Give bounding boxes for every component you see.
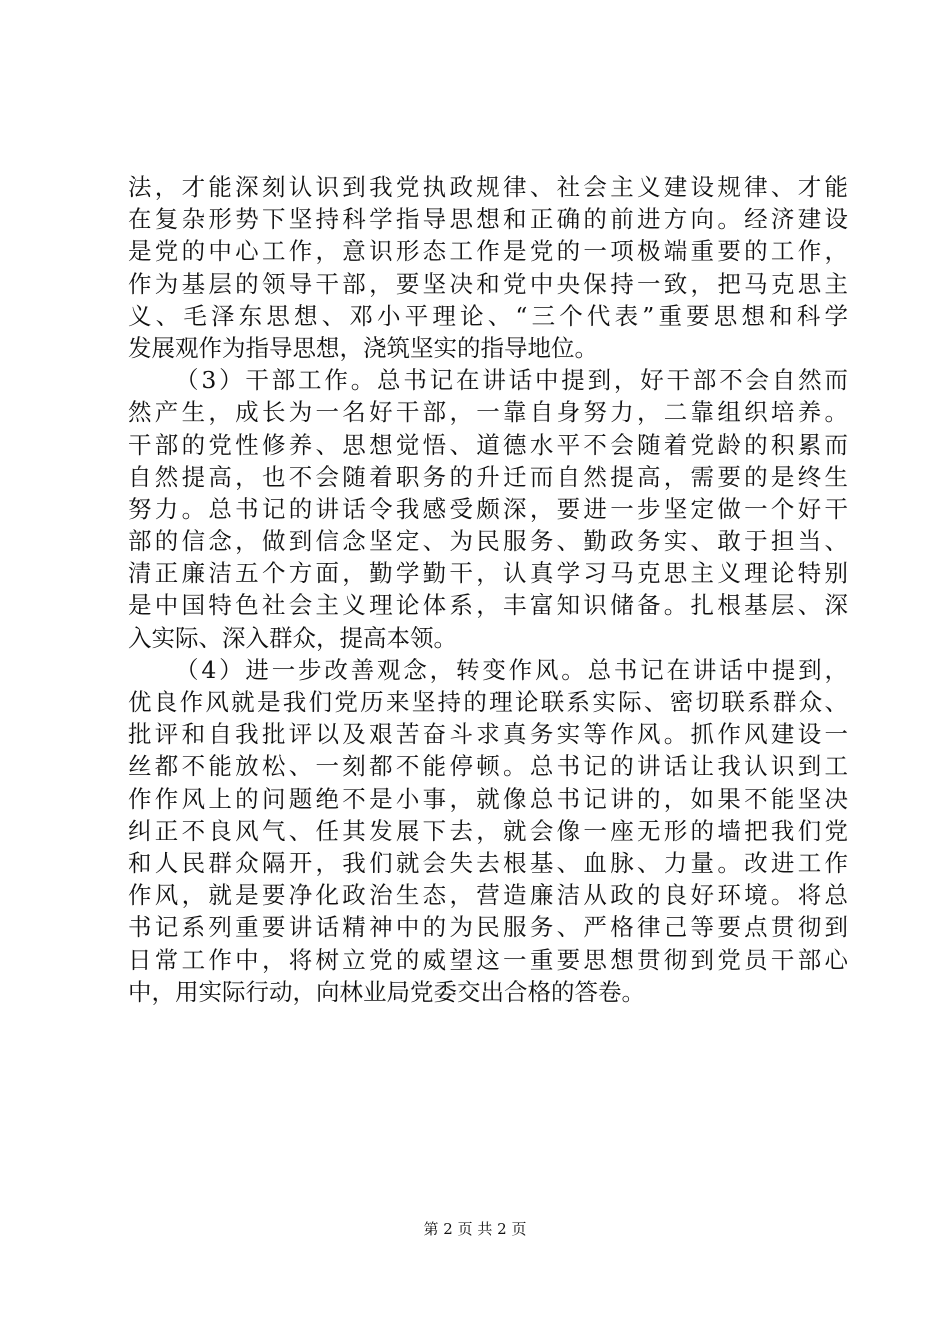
- document-body: [128, 171, 848, 1008]
- text-line: 自然提高，也不会随着职务的升迁而自然提高，需要的是终生: [128, 462, 848, 491]
- text-line: 部的信念，做到信念坚定、为民服务、勤政务实、敢于担当、: [128, 527, 848, 556]
- text-line: 作风，就是要净化政治生态，营造廉洁从政的良好环境。将总: [128, 881, 848, 910]
- text-line: 入实际、深入群众，提高本领。: [128, 623, 457, 652]
- text-line: 是党的中心工作，意识形态工作是党的一项极端重要的工作，: [128, 237, 848, 266]
- text-line: 书记系列重要讲话精神中的为民服务、严格律己等要点贯彻到: [128, 913, 848, 942]
- text-line: 作为基层的领导干部，要坚决和党中央保持一致，把马克思主: [128, 269, 848, 298]
- text-line: 丝都不能放松、一刻都不能停顿。总书记的讲话让我认识到工: [128, 752, 848, 781]
- text-line: 和人民群众隔开，我们就会失去根基、血脉、力量。改进工作: [128, 848, 848, 877]
- text-line: 干部的党性修养、思想觉悟、道德水平不会随着党龄的积累而: [128, 430, 848, 459]
- text-line: 清正廉洁五个方面，勤学勤干，认真学习马克思主义理论特别: [128, 559, 848, 588]
- text-line: 作作风上的问题绝不是小事，就像总书记讲的，如果不能坚决: [128, 784, 848, 813]
- text-line: 优良作风就是我们党历来坚持的理论联系实际、密切联系群众、: [128, 688, 848, 716]
- text-line: 是中国特色社会主义理论体系，丰富知识储备。扎根基层、深: [128, 591, 848, 620]
- page-number-footer: 第 2 页 共 2 页: [423, 1220, 527, 1238]
- text-line: 法，才能深刻认识到我党执政规律、社会主义建设规律、才能: [128, 173, 848, 201]
- text-line: 义、毛泽东思想、邓小平理论、“三个代表”重要思想和科学: [128, 301, 848, 330]
- text-line: 纠正不良风气、任其发展下去，就会像一座无形的墙把我们党: [128, 816, 848, 845]
- text-line: 日常工作中，将树立党的威望这一重要思想贯彻到党员干部心: [128, 945, 848, 974]
- text-line: 发展观作为指导思想，浇筑坚实的指导地位。: [128, 333, 598, 362]
- text-line: 然产生，成长为一名好干部，一靠自身努力，二靠组织培养。: [128, 398, 848, 427]
- text-line: 中，用实际行动，向林业局党委交出合格的答卷。: [128, 977, 645, 1006]
- text-line: 在复杂形势下坚持科学指导思想和正确的前进方向。经济建设: [128, 205, 848, 234]
- paragraph-heading-line: （3）干部工作。总书记在讲话中提到，好干部不会自然而: [175, 366, 848, 395]
- text-line: 努力。总书记的讲话令我感受颇深，要进一步坚定做一个好干: [128, 494, 848, 523]
- text-line: 批评和自我批评以及艰苦奋斗求真务实等作风。抓作风建设一: [128, 720, 848, 749]
- paragraph-heading-line: （4）进一步改善观念，转变作风。总书记在讲话中提到，: [175, 655, 848, 684]
